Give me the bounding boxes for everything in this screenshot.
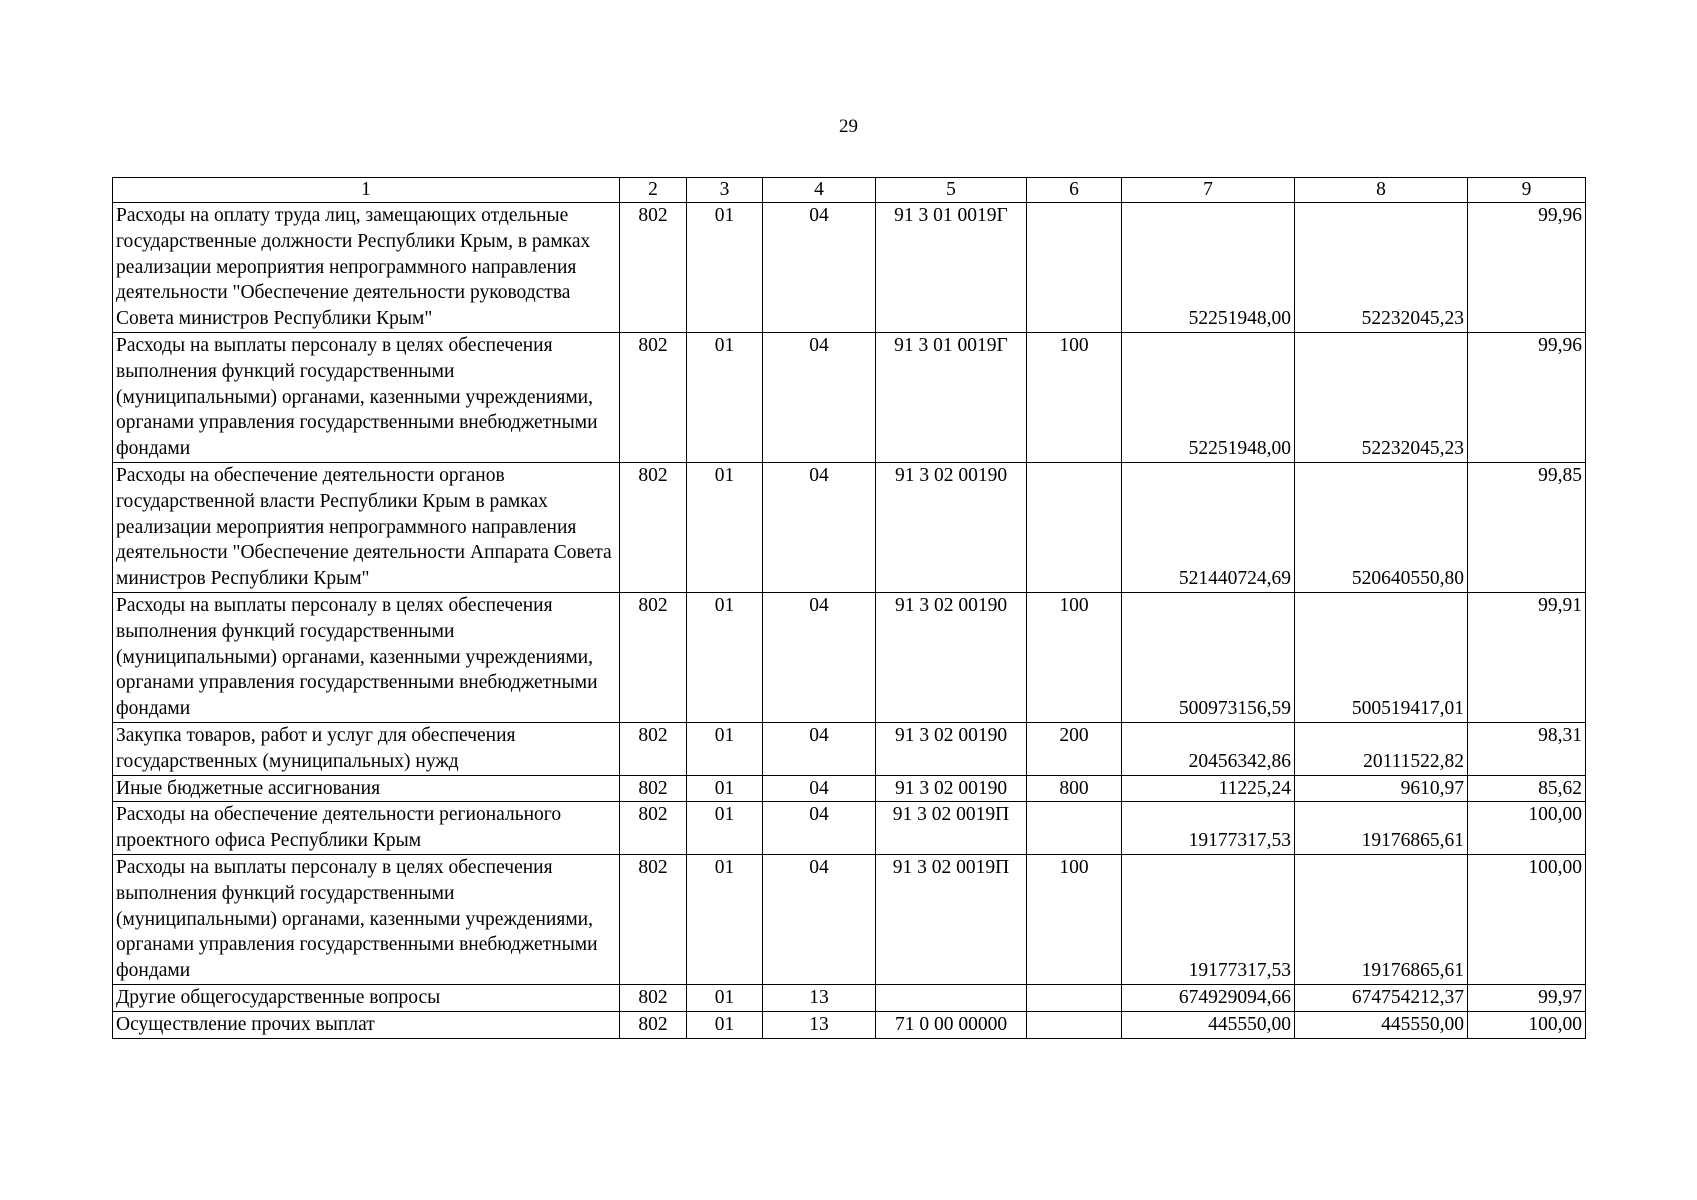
execution-percent: 99,96 — [1468, 332, 1586, 462]
expense-type-code — [1027, 1011, 1122, 1038]
subsection-code: 13 — [763, 1011, 876, 1038]
planned-amount: 521440724,69 — [1122, 462, 1295, 592]
table-row — [113, 802, 1586, 855]
column-number: 2 — [620, 178, 687, 203]
department-code: 802 — [620, 592, 687, 722]
executed-amount: 520640550,80 — [1295, 462, 1468, 592]
planned-amount: 52251948,00 — [1122, 332, 1295, 462]
execution-percent: 99,96 — [1468, 203, 1586, 333]
section-code: 01 — [687, 775, 763, 802]
planned-amount: 20456342,86 — [1122, 722, 1295, 775]
column-number: 5 — [876, 178, 1027, 203]
executed-amount: 52232045,23 — [1295, 203, 1468, 333]
target-article-code: 71 0 00 00000 — [876, 1011, 1027, 1038]
department-code: 802 — [620, 802, 687, 855]
expense-item-name: Иные бюджетные ассигнования — [113, 775, 620, 802]
execution-percent: 85,62 — [1468, 775, 1586, 802]
planned-amount: 500973156,59 — [1122, 592, 1295, 722]
column-number: 3 — [687, 178, 763, 203]
planned-amount: 445550,00 — [1122, 1011, 1295, 1038]
expense-item-name: Расходы на обеспечение деятельности регионального проектного офиса Республики Крым — [113, 802, 620, 855]
subsection-code: 13 — [763, 984, 876, 1011]
page-number: 29 — [839, 116, 858, 137]
target-article-code: 91 3 02 00190 — [876, 775, 1027, 802]
target-article-code: 91 3 02 0019П — [876, 802, 1027, 855]
expense-type-code: 100 — [1027, 854, 1122, 984]
section-code: 01 — [687, 1011, 763, 1038]
expense-item-name: Расходы на выплаты персоналу в целях обеспечения выполнения функций государственными (муниципальными) органами, казенными учреждениями, органами управления государственными внебюджетными фондами — [113, 854, 620, 984]
target-article-code: 91 3 02 00190 — [876, 722, 1027, 775]
subsection-code: 04 — [763, 802, 876, 855]
department-code: 802 — [620, 722, 687, 775]
subsection-code: 04 — [763, 332, 876, 462]
expense-type-code: 200 — [1027, 722, 1122, 775]
section-code: 01 — [687, 203, 763, 333]
expense-item-name: Расходы на обеспечение деятельности органов государственной власти Республики Крым в рамках реализации мероприятия непрограммного направления деятельности "Обеспечение деятельности Аппарата Совета министров Республики Крым" — [113, 462, 620, 592]
execution-percent: 99,91 — [1468, 592, 1586, 722]
section-code: 01 — [687, 984, 763, 1011]
column-number: 7 — [1122, 178, 1295, 203]
department-code: 802 — [620, 775, 687, 802]
column-number-row — [113, 178, 1586, 203]
table-row — [113, 722, 1586, 775]
column-number: 8 — [1295, 178, 1468, 203]
planned-amount: 19177317,53 — [1122, 854, 1295, 984]
department-code: 802 — [620, 203, 687, 333]
department-code: 802 — [620, 984, 687, 1011]
column-number: 4 — [763, 178, 876, 203]
execution-percent: 100,00 — [1468, 854, 1586, 984]
section-code: 01 — [687, 854, 763, 984]
subsection-code: 04 — [763, 462, 876, 592]
target-article-code: 91 3 02 00190 — [876, 462, 1027, 592]
target-article-code: 91 3 02 00190 — [876, 592, 1027, 722]
column-number: 6 — [1027, 178, 1122, 203]
table-row — [113, 203, 1586, 333]
section-code: 01 — [687, 802, 763, 855]
expense-type-code — [1027, 984, 1122, 1011]
department-code: 802 — [620, 1011, 687, 1038]
executed-amount: 674754212,37 — [1295, 984, 1468, 1011]
expense-item-name: Закупка товаров, работ и услуг для обеспечения государственных (муниципальных) нужд — [113, 722, 620, 775]
subsection-code: 04 — [763, 854, 876, 984]
section-code: 01 — [687, 332, 763, 462]
expense-type-code — [1027, 802, 1122, 855]
target-article-code — [876, 984, 1027, 1011]
expense-item-name: Расходы на выплаты персоналу в целях обеспечения выполнения функций государственными (муниципальными) органами, казенными учреждениями, органами управления государственными внебюджетными фондами — [113, 592, 620, 722]
planned-amount: 19177317,53 — [1122, 802, 1295, 855]
executed-amount: 9610,97 — [1295, 775, 1468, 802]
expense-item-name: Расходы на выплаты персоналу в целях обеспечения выполнения функций государственными (муниципальными) органами, казенными учреждениями, органами управления государственными внебюджетными фондами — [113, 332, 620, 462]
execution-percent: 100,00 — [1468, 1011, 1586, 1038]
executed-amount: 445550,00 — [1295, 1011, 1468, 1038]
section-code: 01 — [687, 592, 763, 722]
table-row — [113, 775, 1586, 802]
expense-type-code: 100 — [1027, 332, 1122, 462]
executed-amount: 19176865,61 — [1295, 854, 1468, 984]
column-number: 1 — [113, 178, 620, 203]
table-row — [113, 1011, 1586, 1038]
planned-amount: 11225,24 — [1122, 775, 1295, 802]
subsection-code: 04 — [763, 722, 876, 775]
section-code: 01 — [687, 462, 763, 592]
executed-amount: 20111522,82 — [1295, 722, 1468, 775]
subsection-code: 04 — [763, 775, 876, 802]
department-code: 802 — [620, 462, 687, 592]
execution-percent: 98,31 — [1468, 722, 1586, 775]
subsection-code: 04 — [763, 203, 876, 333]
expense-item-name: Осуществление прочих выплат — [113, 1011, 620, 1038]
execution-percent: 99,97 — [1468, 984, 1586, 1011]
execution-percent: 100,00 — [1468, 802, 1586, 855]
subsection-code: 04 — [763, 592, 876, 722]
executed-amount: 52232045,23 — [1295, 332, 1468, 462]
executed-amount: 19176865,61 — [1295, 802, 1468, 855]
column-number: 9 — [1468, 178, 1586, 203]
department-code: 802 — [620, 332, 687, 462]
expense-item-name: Расходы на оплату труда лиц, замещающих отдельные государственные должности Республики Крым, в рамках реализации мероприятия непрограммного направления деятельности "Обеспечение деятельности руководства Совета министров Республики Крым" — [113, 203, 620, 333]
table-row — [113, 462, 1586, 592]
expense-type-code — [1027, 203, 1122, 333]
target-article-code: 91 3 01 0019Г — [876, 203, 1027, 333]
table-row — [113, 332, 1586, 462]
planned-amount: 674929094,66 — [1122, 984, 1295, 1011]
expense-type-code: 800 — [1027, 775, 1122, 802]
table-row — [113, 592, 1586, 722]
target-article-code: 91 3 01 0019Г — [876, 332, 1027, 462]
planned-amount: 52251948,00 — [1122, 203, 1295, 333]
budget-table — [112, 177, 1586, 1039]
executed-amount: 500519417,01 — [1295, 592, 1468, 722]
department-code: 802 — [620, 854, 687, 984]
table-row — [113, 984, 1586, 1011]
expense-type-code — [1027, 462, 1122, 592]
expense-item-name: Другие общегосударственные вопросы — [113, 984, 620, 1011]
table-row — [113, 854, 1586, 984]
execution-percent: 99,85 — [1468, 462, 1586, 592]
section-code: 01 — [687, 722, 763, 775]
target-article-code: 91 3 02 0019П — [876, 854, 1027, 984]
expense-type-code: 100 — [1027, 592, 1122, 722]
